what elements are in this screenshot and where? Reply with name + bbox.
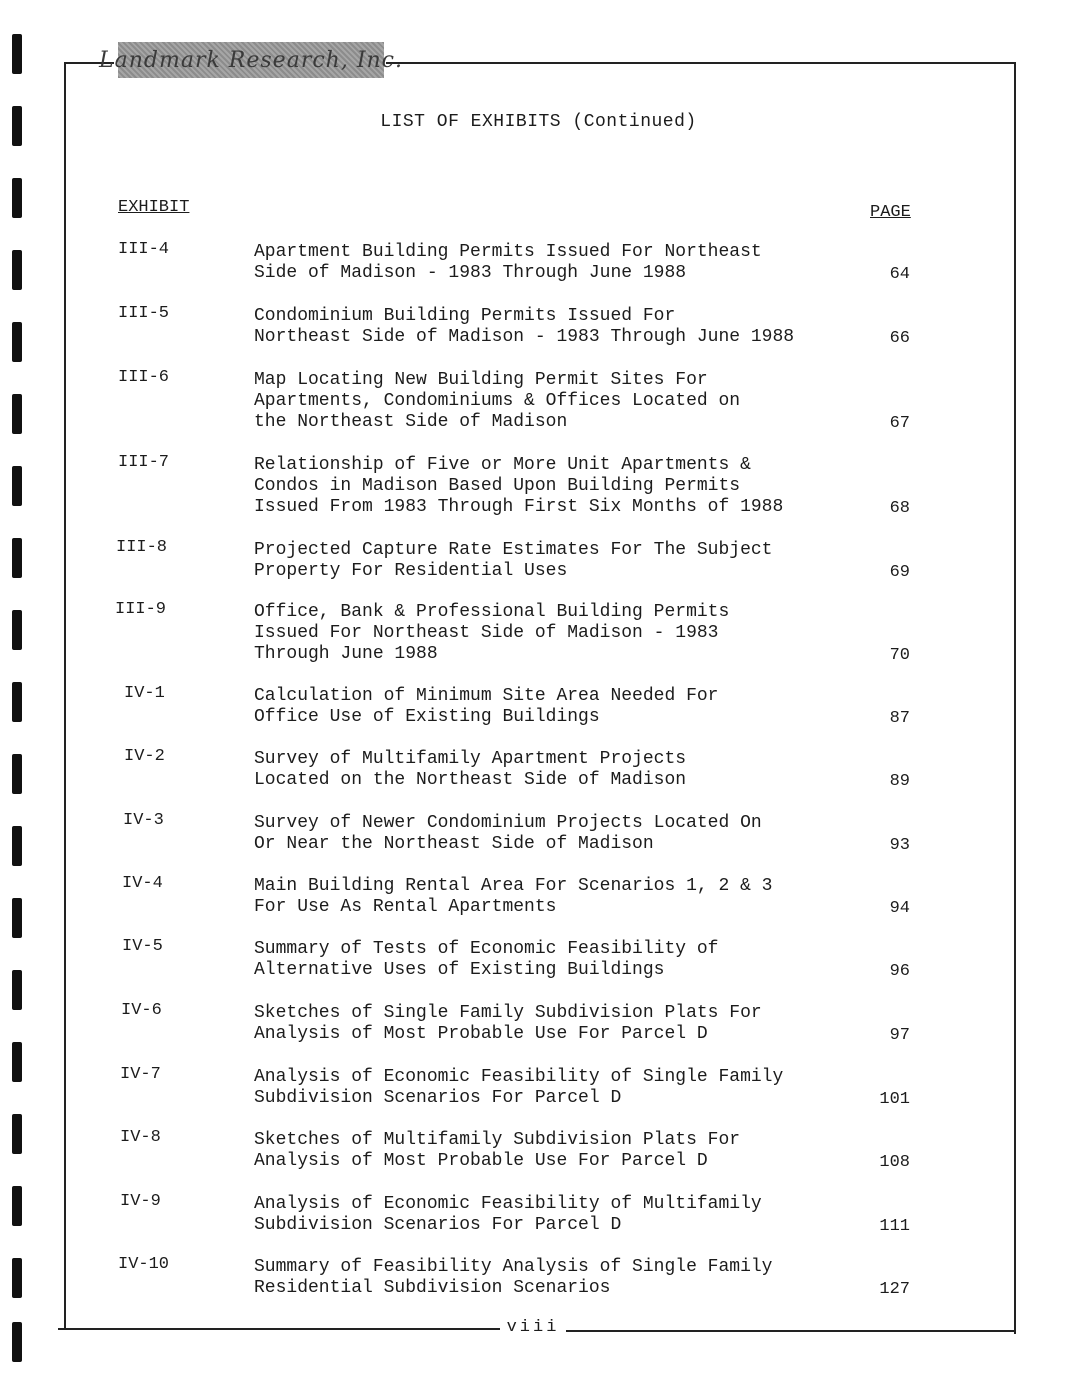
exhibit-title-line: Relationship of Five or More Unit Apartments & (254, 455, 751, 475)
exhibit-number: III-7 (118, 453, 170, 472)
exhibit-title-line: Condos in Madison Based Upon Building Permits (254, 476, 741, 496)
exhibit-page: 96 (889, 962, 910, 981)
exhibit-page: 108 (879, 1153, 910, 1172)
binder-hole (12, 682, 22, 722)
binder-hole (12, 1186, 22, 1226)
exhibit-number: III-9 (115, 600, 167, 619)
binder-hole (12, 538, 22, 578)
binder-hole (12, 178, 22, 218)
exhibit-title-line: Through June 1988 (254, 644, 438, 664)
exhibit-title-line: Subdivision Scenarios For Parcel D (254, 1215, 622, 1235)
exhibit-page: 87 (889, 709, 910, 728)
exhibit-number: IV-7 (120, 1065, 161, 1084)
binder-hole (12, 394, 22, 434)
exhibit-number: IV-2 (124, 747, 165, 766)
exhibit-title (254, 242, 762, 284)
exhibit-title-line: Northeast Side of Madison - 1983 Through June 1988 (254, 327, 795, 347)
exhibit-title (254, 1067, 783, 1109)
exhibit-title-line: Survey of Multifamily Apartment Projects (254, 749, 687, 769)
binder-hole (12, 322, 22, 362)
page-border (64, 62, 66, 1330)
exhibit-page: 66 (889, 329, 910, 348)
binder-hole (12, 466, 22, 506)
exhibit-number: IV-5 (122, 937, 163, 956)
exhibit-number: III-6 (118, 368, 170, 387)
binder-hole (12, 898, 22, 938)
exhibit-title-line: Located on the Northeast Side of Madison (254, 770, 687, 790)
exhibit-title-line: Projected Capture Rate Estimates For The Subject (254, 540, 773, 560)
exhibit-page: 111 (879, 1217, 910, 1236)
binder-hole (12, 250, 22, 290)
exhibit-page: 97 (889, 1026, 910, 1045)
exhibit-page: 101 (879, 1090, 910, 1109)
exhibit-title-line: Summary of Feasibility Analysis of Single Family (254, 1257, 773, 1277)
binder-hole (12, 610, 22, 650)
exhibit-title (254, 1130, 740, 1172)
binder-hole (12, 970, 22, 1010)
page-border (566, 1330, 1014, 1332)
exhibit-number: IV-4 (122, 874, 163, 893)
exhibit-title-line: Apartments, Condominiums & Offices Located on (254, 391, 741, 411)
exhibit-title-line: Survey of Newer Condominium Projects Located On (254, 813, 762, 833)
exhibit-title-line: Side of Madison - 1983 Through June 1988 (254, 263, 687, 283)
page-border (58, 1328, 500, 1330)
exhibit-title-line: Or Near the Northeast Side of Madison (254, 834, 654, 854)
exhibit-number: IV-6 (121, 1001, 162, 1020)
exhibit-title-line: Subdivision Scenarios For Parcel D (254, 1088, 622, 1108)
exhibit-title (254, 1257, 772, 1299)
exhibit-column-header: EXHIBIT (118, 198, 190, 217)
page-number: viii (506, 1318, 560, 1337)
binder-hole (12, 1258, 22, 1298)
exhibit-title-line: Property For Residential Uses (254, 561, 568, 581)
exhibit-title-line: For Use As Rental Apartments (254, 897, 557, 917)
exhibit-page: 67 (889, 414, 910, 433)
exhibit-title (254, 813, 762, 855)
binder-hole (12, 754, 22, 794)
exhibit-title (254, 540, 772, 582)
exhibit-title (254, 1194, 762, 1236)
exhibit-title-line: Issued From 1983 Through First Six Months of 1988 (254, 497, 784, 517)
page-title: LIST OF EXHIBITS (Continued) (380, 112, 697, 132)
binder-hole (12, 34, 22, 74)
exhibit-title-line: Sketches of Multifamily Subdivision Plats For (254, 1130, 741, 1150)
exhibit-title (254, 455, 783, 518)
exhibit-title (254, 306, 794, 348)
exhibit-title (254, 686, 718, 728)
exhibit-title-line: Main Building Rental Area For Scenarios 1, 2 & 3 (254, 876, 773, 896)
exhibit-number: III-4 (118, 240, 170, 259)
exhibit-title-line: Sketches of Single Family Subdivision Plats For (254, 1003, 762, 1023)
page-border (1014, 62, 1016, 1334)
exhibit-title-line: Office, Bank & Professional Building Permits (254, 602, 730, 622)
exhibit-page: 94 (889, 899, 910, 918)
exhibit-title-line: Analysis of Most Probable Use For Parcel D (254, 1151, 708, 1171)
exhibit-title (254, 749, 686, 791)
page-column-header: PAGE (870, 203, 911, 222)
exhibit-number: IV-1 (124, 684, 165, 703)
exhibit-page: 89 (889, 772, 910, 791)
page-border (386, 62, 1016, 64)
exhibit-title-line: Summary of Tests of Economic Feasibility of (254, 939, 719, 959)
exhibit-page: 68 (889, 499, 910, 518)
exhibit-title-line: Condominium Building Permits Issued For (254, 306, 676, 326)
exhibit-title (254, 939, 718, 981)
exhibit-title-line: Office Use of Existing Buildings (254, 707, 600, 727)
exhibit-page: 69 (889, 563, 910, 582)
exhibit-title-line: the Northeast Side of Madison (254, 412, 568, 432)
exhibit-number: IV-8 (120, 1128, 161, 1147)
exhibit-number: IV-10 (118, 1255, 170, 1274)
exhibit-title-line: Analysis of Economic Feasibility of Single Family (254, 1067, 784, 1087)
exhibit-title-line: Issued For Northeast Side of Madison - 1983 (254, 623, 719, 643)
exhibit-title-line: Analysis of Economic Feasibility of Multifamily (254, 1194, 762, 1214)
exhibit-page: 70 (889, 646, 910, 665)
binder-hole (12, 1114, 22, 1154)
exhibit-number: IV-9 (120, 1192, 161, 1211)
binder-hole (12, 1042, 22, 1082)
binder-hole (12, 1322, 22, 1362)
binder-hole (12, 826, 22, 866)
exhibit-title (254, 602, 729, 665)
exhibit-title-line: Alternative Uses of Existing Buildings (254, 960, 665, 980)
exhibit-page: 64 (889, 265, 910, 284)
logo-text: Landmark Research, Inc. (99, 47, 403, 73)
exhibit-page: 127 (879, 1280, 910, 1299)
exhibit-title (254, 1003, 762, 1045)
exhibit-title (254, 370, 740, 433)
exhibit-title-line: Map Locating New Building Permit Sites For (254, 370, 708, 390)
exhibit-title-line: Calculation of Minimum Site Area Needed For (254, 686, 719, 706)
exhibit-number: III-8 (116, 538, 168, 557)
exhibit-number: III-5 (118, 304, 170, 323)
exhibit-title-line: Apartment Building Permits Issued For Northeast (254, 242, 762, 262)
company-logo (99, 42, 403, 78)
exhibit-title-line: Analysis of Most Probable Use For Parcel D (254, 1024, 708, 1044)
exhibit-title-line: Residential Subdivision Scenarios (254, 1278, 611, 1298)
exhibit-page: 93 (889, 836, 910, 855)
exhibit-title (254, 876, 772, 918)
exhibit-number: IV-3 (123, 811, 164, 830)
